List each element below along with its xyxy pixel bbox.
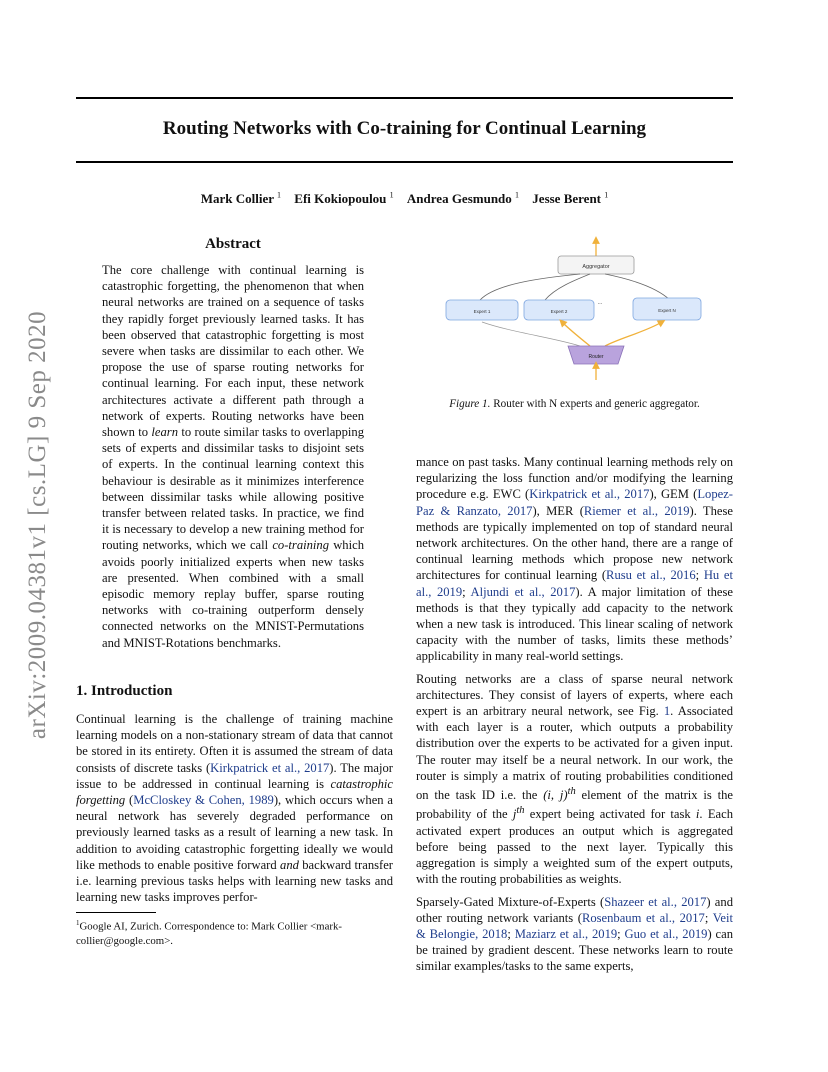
body-paragraph: Routing networks are a class of sparse neural network architectures. They consist of layers of experts, where each expert is an arbitrary neural network, see Fig. 1. Associated with each layer is a router, which outputs a probability distribution over the experts to be activated for a given input. The router may itself be a neural network. In our work, the router is simply a matrix of routing probabilities conditioned on the task ID i.e. the (i, j)$^{th}$ element of the matrix is the probability of the $j^{th}$ expert being activated for task i. Each activated expert produces an output which is aggregated before being passed to the next layer. Typically this aggregation is simply a weighted sum of the expert outputs, with the routing probabilities as weights. [416, 671, 734, 887]
citation-link[interactable]: Kirkpatrick et al., 2017 [529, 487, 650, 502]
citation-link[interactable]: Riemer et al., 2019 [583, 503, 690, 518]
footnote: $^1$Google AI, Zurich. Correspondence to: Mark Collier <mark-collier@google.com>. [76, 919, 342, 947]
footnote-rule [76, 912, 156, 913]
abstract-body [102, 262, 364, 657]
expert-2-label: Expert 2 [550, 309, 568, 314]
citation-link[interactable]: Rusu et al., 2016 [606, 568, 696, 583]
citation-link[interactable]: McCloskey & Cohen, 1989 [133, 793, 274, 808]
top-rule [76, 97, 733, 99]
section-heading: 1. Introduction [76, 683, 173, 699]
aggregator-label: Aggregator [582, 264, 610, 270]
body-paragraph: Sparsely-Gated Mixture-of-Experts (Shazeer et al., 2017) and other routing network variants (Rosenbaum et al., 2017; Veit & Belongie, 2018; Maziarz et al., 2019; Guo et al., 2019) can be trained by gradient descent. These networks learn to route similar examples/tasks to the same experts, [416, 894, 733, 974]
expert-n-label: Expert N [658, 308, 676, 313]
figure-caption: Figure 1. Router with N experts and generic aggregator. [449, 398, 700, 410]
author-list [76, 191, 733, 207]
intro-body [76, 711, 393, 911]
router-to-expertN [605, 322, 662, 346]
router-label: Router [588, 354, 604, 360]
expertN-to-aggregator [605, 274, 670, 300]
expert2-to-aggregator [545, 274, 590, 300]
author: Andrea Gesmundo $^1$ [406, 191, 520, 207]
abstract-paragraph: The core challenge with continual learning is catastrophic forgetting, the phenomenon that when neural networks are trained on a sequence of tasks they rapidly forget previously learned tasks. It has been observed that catastrophic forgetting is most severe when tasks are dissimilar to each other. We propose the use of sparse routing networks for continual learning. For each input, these network architectures activate a different path through a network of experts. Routing networks have been shown to learn to route similar tasks to overlapping sets of experts and dissimilar tasks to disjoint sets of experts. In the continual learning context this behaviour is desirable as it minimizes interference between dissimilar tasks while allowing positive transfer between related tasks. In practice, we find it is necessary to develop a new training method for routing networks, which we call co-training which avoids poorly initialized experts when new tasks are presented. When combined with a small episodic memory replay buffer, sparse routing networks with co-training outperform densely connected networks on the MNIST-Permutations and MNIST-Rotations benchmarks. [102, 263, 364, 650]
figure-ref-link[interactable]: 1 [663, 704, 671, 719]
intro-paragraph: Continual learning is the challenge of training machine learning models on a non-stationary stream of data that cannot be stored in its entirety. Often it is assumed the stream of data consists of discrete tasks (Kirkpatrick et al., 2017). The major issue to be addressed in continual learning is catastrophic forgetting (McCloskey & Cohen, 1989), which occurs when a neural network has severely degraded performance on previously learned tasks as a result of learning a new task. In addition to avoiding catastrophic forgetting ideally we would like methods to enable positive forward and backward transfer i.e. learning previous tasks helps with learning new tasks and learning new tasks improves perfor- [76, 712, 394, 905]
citation-link[interactable]: Maziarz et al., 2019 [514, 927, 618, 942]
experts-ellipsis: ... [597, 300, 603, 306]
author: Mark Collier $^1$ [200, 191, 282, 207]
citation-link[interactable]: Hu et al., 2019 [416, 568, 733, 599]
citation-link[interactable]: Guo et al., 2019 [624, 927, 708, 942]
abstract-heading: Abstract [205, 236, 261, 252]
citation-link[interactable]: Rosenbaum et al., 2017 [581, 910, 705, 925]
citation-link[interactable]: Kirkpatrick et al., 2017 [210, 760, 330, 775]
expert1-to-aggregator [480, 274, 580, 300]
author: Jesse Berent $^1$ [532, 191, 609, 207]
title-bottom-rule [76, 161, 733, 163]
body-paragraph: mance on past tasks. Many continual learning methods rely on regularizing the loss function and/or modifying the learning procedure e.g. EWC (Kirkpatrick et al., 2017), GEM (Lopez-Paz & Ranzato, 2017), MER (Riemer et al., 2019). These methods are typically implemented on top of standard neural network architectures. On the other hand, there are a range of continual learning methods which propose new network architectures for continual learning (Rusu et al., 2016; Hu et al., 2019; Aljundi et al., 2017). A major limitation of these methods is that they typically add capacity to the network when a new task is introduced. This linear scaling of network capacity with the number of tasks, limits these methods’ applicability in many real-world settings. [416, 455, 733, 664]
router-figure [440, 234, 730, 384]
right-column-body [416, 454, 733, 981]
paper-title: Routing Networks with Co-training for Continual Learning [162, 118, 647, 139]
citation-link[interactable]: Lopez-Paz & Ranzato, 2017 [416, 487, 733, 518]
citation-link[interactable]: Shazeer et al., 2017 [604, 894, 707, 909]
author: Efi Kokiopoulou $^1$ [294, 191, 394, 207]
expert-1-label: Expert 1 [473, 309, 491, 314]
citation-link[interactable]: Aljundi et al., 2017 [470, 584, 576, 599]
citation-link[interactable]: Veit & Belongie, 2018 [416, 910, 733, 942]
